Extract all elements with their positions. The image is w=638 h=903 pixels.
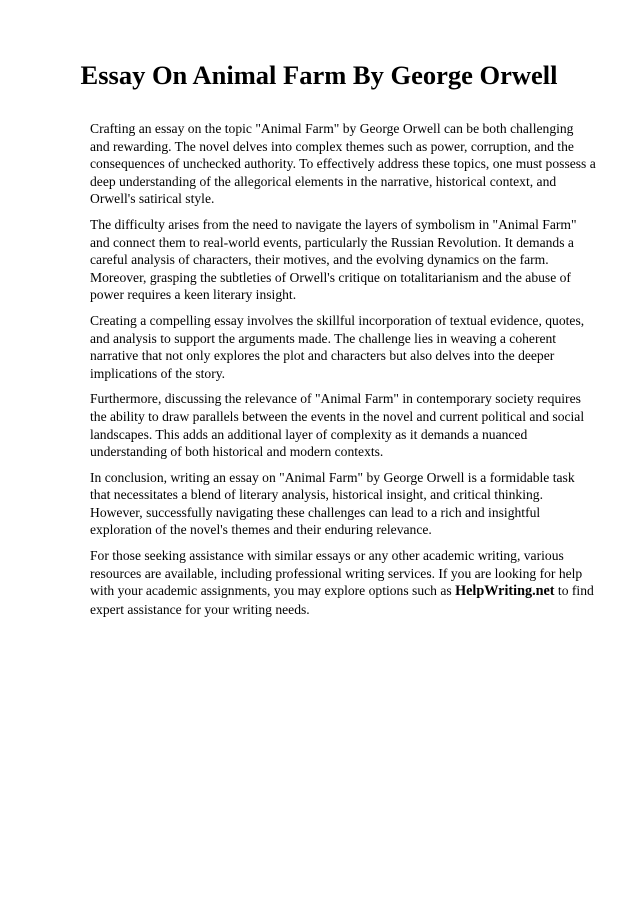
document-body xyxy=(90,120,596,626)
helpwriting-link-text: HelpWriting.net xyxy=(455,583,555,600)
paragraph-4: Furthermore, discussing the relevance of "Animal Farm" in contemporary society requires the ability to draw parallels between the events in the novel and current political and social landscapes. This adds an additional layer of complexity as it demands a nuanced understanding of both historical and modern contexts. xyxy=(90,391,585,460)
paragraph-2: The difficulty arises from the need to navigate the layers of symbolism in "Animal Farm" and connect them to real-world events, particularly the Russian Revolution. It demands a careful analysis of characters, their motives, and the evolving dynamics on the farm. Moreover, grasping the subtleties of Orwell's critique on totalitarianism and the abuse of power requires a keen literary insight. xyxy=(90,216,577,303)
paragraph-6-text-before: For those seeking assistance with similar essays or any other academic writing, various resources are available, including professional writing services. If you are looking for help with your academic assignments, you may explore options such as xyxy=(90,548,583,599)
paragraph-5: In conclusion, writing an essay on "Animal Farm" by George Orwell is a formidable task that necessitates a blend of literary analysis, historical insight, and critical thinking. However, successfully navigating these challenges can lead to a rich and insightful exploration of the novel's themes and their enduring relevance. xyxy=(90,469,575,538)
paragraph-1: Crafting an essay on the topic "Animal Farm" by George Orwell can be both challenging and rewarding. The novel delves into complex themes such as power, corruption, and the consequences of unchecked authority. To effectively address these topics, one must possess a deep understanding of the allegorical elements in the narrative, historical context, and Orwell's satirical style. xyxy=(90,121,596,207)
document-title: Essay On Animal Farm By George Orwell xyxy=(80,60,558,90)
paragraph-6-text-after: to find expert assistance for your writing needs. xyxy=(90,583,594,617)
paragraph-3: Creating a compelling essay involves the skillful incorporation of textual evidence, quotes, and analysis to support the arguments made. The challenge lies in weaving a coherent narrative that not only explores the plot and characters but also delves into the deeper implications of the story. xyxy=(90,312,585,381)
paragraph-6 xyxy=(90,547,596,618)
